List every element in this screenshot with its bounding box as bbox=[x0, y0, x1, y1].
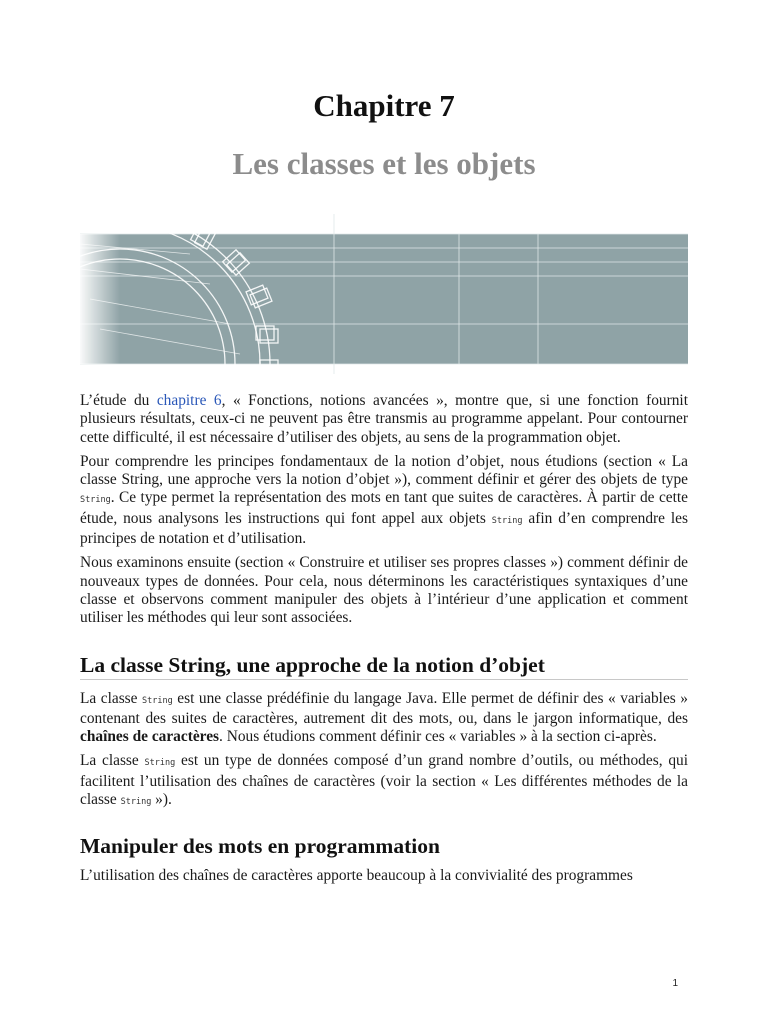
section-heading-manipulating-words: Manipuler des mots en programmation bbox=[80, 834, 440, 859]
text-span: Pour comprendre les principes fondamentaux de la notion d’objet, nous étudions (section « La classe String, une approche vers la notion d’objet »), comment définir et gérer des objets de type bbox=[80, 452, 688, 489]
section1-paragraph-1 bbox=[80, 690, 688, 747]
text-span: L’étude du bbox=[80, 392, 157, 409]
inline-code: String bbox=[80, 495, 111, 506]
section-heading-string-class: La classe String, une approche de la notion d’objet bbox=[80, 652, 688, 680]
page-number: 1 bbox=[672, 978, 678, 989]
inline-code: String bbox=[491, 515, 523, 526]
text-span: . Nous étudions comment définir ces « variables » à la section ci-après. bbox=[219, 728, 657, 746]
chapter-banner-image bbox=[80, 214, 688, 374]
text-span: est un type de données composé d’un grand nombre d’outils, ou méthodes, qui facilitent l’utilisation des chaînes de caractères (voir la section « Les différentes méthodes de la classe bbox=[80, 752, 688, 809]
section1-paragraph-2 bbox=[80, 752, 688, 811]
chapter-body bbox=[80, 392, 688, 892]
chapter-6-link[interactable]: chapitre 6 bbox=[156, 392, 222, 409]
inline-code: String bbox=[144, 758, 176, 769]
intro-paragraph-1 bbox=[80, 392, 688, 447]
text-span: La classe bbox=[80, 689, 143, 707]
text-span: La classe bbox=[80, 752, 145, 770]
text-span: est une classe prédéfinie du langage Java. Elle permet de définir des « variables » contenant des suites de caractères, autrement dit des mots, ou, dans le jargon informatique, des bbox=[80, 689, 688, 727]
chapter-number: Chapitre 7 bbox=[313, 88, 455, 123]
section2-paragraph-1: L’utilisation des chaînes de caractères apporte beaucoup à la convivialité des programmes bbox=[80, 867, 633, 885]
inline-code: String bbox=[142, 695, 173, 706]
text-span: »). bbox=[151, 791, 172, 809]
bold-term: chaînes de caractères bbox=[80, 728, 220, 746]
inline-code: String bbox=[120, 797, 152, 808]
intro-paragraph-2 bbox=[80, 453, 688, 548]
text-span: . Ce type permet la représentation des mots en tant que suites de caractères. À partir de cette étude, nous analysons les instructions qui font appel aux objets bbox=[80, 489, 688, 527]
text-span: , « Fonctions, notions avancées », montre que, si une fonction fournit plusieurs résultats, ceux-ci ne peuvent pas être transmis au programme appelant. Pour contourner cette difficulté, il est nécessaire d’utiliser des objets, au sens de la programmation objet. bbox=[80, 392, 688, 446]
intro-paragraph-3: Nous examinons ensuite (section « Construire et utiliser ses propres classes ») comment définir de nouveaux types de données. Pour cela, nous déterminons les caractéristiques syntaxiques d’une classe et observons comment manipuler des objets à l’intérieur d’une application et comment utiliser les méthodes qui leur sont associées. bbox=[80, 554, 688, 627]
text-span: afin d’en comprendre les principes de notation et d’utilisation. bbox=[80, 509, 688, 548]
chapter-title: Les classes et les objets bbox=[232, 146, 536, 181]
